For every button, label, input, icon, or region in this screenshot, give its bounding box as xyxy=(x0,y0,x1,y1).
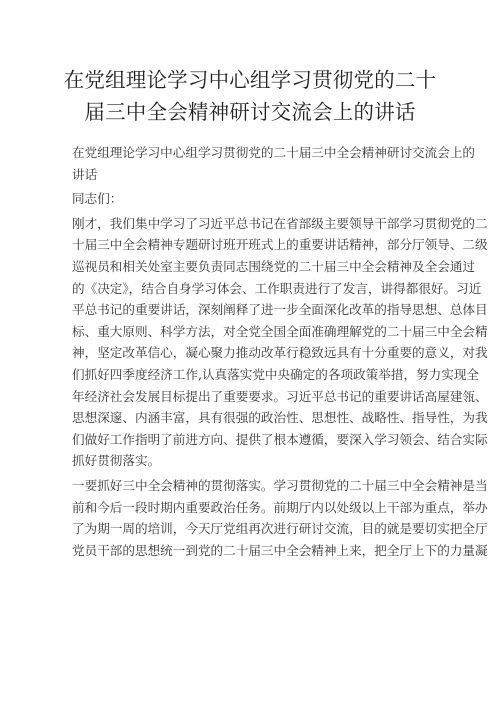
text-line: 平总书记的重要讲话，深刻阐释了进一步全面深化改革的指导思想、总体目 xyxy=(72,302,488,318)
paragraph-salutation xyxy=(72,188,438,210)
title-line-1: 在党组理论学习中心组学习贯彻党的二十 xyxy=(63,68,437,92)
text-line: 抓好贯彻落实。 xyxy=(72,453,161,469)
text-line: 巡视员和相关处室主要负责同志围绕党的二十届三中全会精神及全会通过 xyxy=(72,258,475,274)
text-line: 们做好工作指明了前进方向、提供了根本遵循，要深入学习领会、结合实际 xyxy=(72,431,488,447)
text-line: 一要抓好三中全会精神的贯彻落实。学习贯彻党的二十届三中全会精神是当 xyxy=(72,477,488,493)
text-line: 刚才，我们集中学习了习近平总书记在省部级主要领导干部学习贯彻党的二 xyxy=(72,215,488,231)
title-line-2: 届三中全会精神研讨交流会上的讲话 xyxy=(84,100,416,124)
paragraph-subtitle xyxy=(72,142,475,185)
document-body xyxy=(72,142,488,561)
text-line: 了为期一周的培训，今天厅党组再次进行研讨交流，目的就是要切实把全厅 xyxy=(72,521,488,537)
text-line: 的《决定》，结合自身学习体会、工作职责进行了发言，讲得都很好。习近 xyxy=(72,280,482,296)
document-title xyxy=(60,64,440,128)
text-line: 前和今后一段时期内重要政治任务。前期厅内以处级以上干部为重点，举办 xyxy=(72,499,488,515)
paragraph-point-one xyxy=(72,475,488,561)
text-line: 在党组理论学习中心组学习贯彻党的二十届三中全会精神研讨交流会上的 xyxy=(72,145,475,160)
text-line: 神，坚定改革信心，凝心聚力推动改革行稳致远具有十分重要的意义，对我 xyxy=(72,345,488,361)
text-line: 讲话 xyxy=(72,166,98,182)
text-line: 标、重大原则、科学方法，对全党全国全面准确理解党的二十届三中全会精 xyxy=(72,323,488,339)
text-line: 党员干部的思想统一到党的二十届三中全会精神上来，把全厅上下的力量凝 xyxy=(72,542,488,558)
text-line: 们抓好四季度经济工作,认真落实党中央确定的各项政策举措，努力实现全 xyxy=(72,366,480,382)
text-line: 思想深邃、内涵丰富，具有很强的政治性、思想性、战略性、指导性，为我 xyxy=(72,410,488,426)
paragraph-opening xyxy=(72,213,488,472)
text-line: 年经济社会发展目标提出了重要要求。习近平总书记的重要讲话高屋建瓴、 xyxy=(72,388,488,404)
text-line: 同志们： xyxy=(72,191,123,207)
text-line: 十届三中全会精神专题研讨班开班式上的重要讲话精神，部分厅领导、二级 xyxy=(72,237,488,253)
